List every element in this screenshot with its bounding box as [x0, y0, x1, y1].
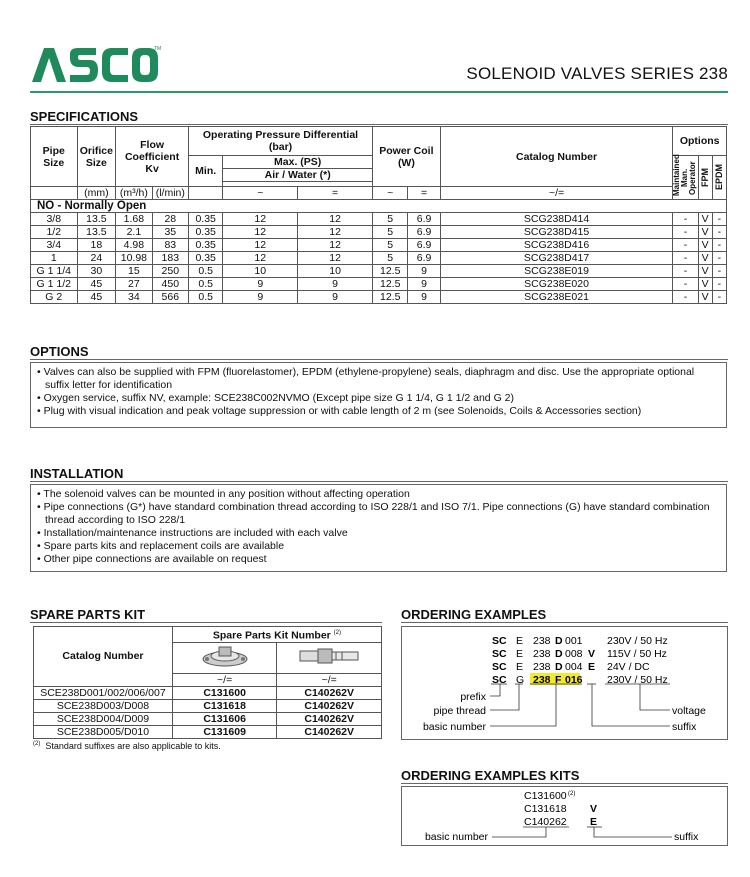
spec-cell: 0.35	[188, 252, 222, 265]
spec-cell: G 2	[31, 291, 78, 304]
spec-cell: -	[712, 226, 726, 239]
spec-cell: SCG238D415	[440, 226, 673, 239]
spec-cell: SCG238E021	[440, 291, 673, 304]
spec-cell: 0.35	[188, 239, 222, 252]
spec-row	[31, 226, 727, 239]
unit-cell	[31, 187, 78, 200]
spec-row	[31, 265, 727, 278]
spec-cell: -	[712, 213, 726, 226]
spare-cell: C140262V	[277, 712, 382, 725]
svg-text:TM: TM	[154, 46, 162, 52]
order-pipe-thread: E	[516, 635, 524, 647]
col-air-water: Air / Water (*)	[223, 169, 373, 182]
spec-cell: 10.98	[116, 252, 152, 265]
order-basic: 238	[533, 661, 551, 673]
spec-cell: 18	[77, 239, 116, 252]
order-basic: 238	[533, 635, 551, 647]
unit-mm: (mm)	[77, 187, 116, 200]
spare-row	[34, 686, 382, 699]
kit-number: C131618	[524, 803, 567, 815]
spec-cell: SCG238E020	[440, 278, 673, 291]
order-basic: 238	[533, 674, 551, 686]
order-suffix: E	[588, 661, 596, 673]
spec-cell: 34	[116, 291, 152, 304]
spare-acdc: ~/=	[172, 673, 276, 686]
spec-cell: -	[673, 291, 698, 304]
ordering-diagram	[402, 627, 727, 739]
unit-ac: ~	[223, 187, 298, 200]
installation-item: • Pipe connections (G*) have standard combination thread according to ISO 228/1 and ISO 7/1. Pipe connections (G) have standard combination thread according to ISO 228/1	[37, 501, 710, 526]
spare-parts-heading: SPARE PARTS KIT	[30, 607, 146, 622]
leader-line	[492, 827, 546, 837]
label-pipe-thread: pipe thread	[433, 705, 486, 717]
unit-ac: ~	[373, 187, 408, 200]
spec-cell: V	[698, 278, 712, 291]
spec-cell: 0.5	[188, 265, 222, 278]
spec-row	[31, 213, 727, 226]
spec-cell: 5	[373, 252, 408, 265]
spec-cell: 27	[116, 278, 152, 291]
specifications-heading: SPECIFICATIONS	[30, 109, 139, 124]
spec-row	[31, 252, 727, 265]
spec-cell: 1.68	[116, 213, 152, 226]
spec-cell: V	[698, 213, 712, 226]
spec-cell: 183	[152, 252, 188, 265]
section-rule	[30, 481, 728, 482]
section-rule	[30, 622, 382, 623]
order-letter: D	[555, 635, 563, 647]
leader-line	[490, 684, 519, 710]
leader-line	[592, 684, 670, 726]
opt-epdm-header: EPDM	[712, 156, 726, 200]
order-letter: D	[555, 661, 563, 673]
spare-footnote: $^{(2)}$ Standard suffixes are also applicable to kits.	[33, 741, 221, 751]
spec-cell: SCG238D414	[440, 213, 673, 226]
spec-cell: 5	[373, 239, 408, 252]
spec-cell: 0.35	[188, 213, 222, 226]
asco-logo	[30, 44, 160, 84]
order-voltage: 115V / 50 Hz	[607, 648, 667, 660]
col-orifice-size: Orifice Size	[77, 127, 116, 187]
spec-cell: SCG238D417	[440, 252, 673, 265]
kits-heading: ORDERING EXAMPLES KITS	[401, 768, 580, 783]
unit-cell	[188, 187, 222, 200]
spec-cell: 28	[152, 213, 188, 226]
kits-box	[401, 786, 728, 846]
leader-line	[594, 827, 672, 837]
order-pipe-thread: E	[516, 661, 524, 673]
installation-item: • Spare parts kits and replacement coils are available	[37, 540, 285, 552]
kit-image-cell	[172, 642, 276, 673]
label-basic-number: basic number	[422, 721, 486, 733]
order-pipe-thread: G	[516, 674, 525, 686]
spec-cell: -	[712, 265, 726, 278]
spec-cell: V	[698, 239, 712, 252]
options-heading: OPTIONS	[30, 344, 89, 359]
spec-cell: V	[698, 265, 712, 278]
unit-dc: =	[408, 187, 440, 200]
kit-number: C140262	[524, 816, 567, 828]
installation-item: • Installation/maintenance instructions are included with each valve	[37, 527, 348, 539]
specifications-table	[30, 126, 727, 304]
options-item: • Oxygen service, suffix NV, example: SCE238C002NVMO (Except pipe size G 1 1/4, G 1 1/2 and G 2)	[37, 392, 514, 404]
order-voltage: 230V / 50 Hz	[607, 674, 668, 686]
spec-cell: 3/4	[31, 239, 78, 252]
spec-cell: -	[712, 291, 726, 304]
order-number: 001	[565, 635, 583, 647]
spare-parts-table	[33, 626, 382, 739]
order-prefix: SC	[492, 674, 507, 686]
spec-cell: 6.9	[408, 239, 440, 252]
label-suffix: suffix	[672, 721, 697, 733]
section-rule	[30, 359, 728, 360]
spec-cell: 15	[116, 265, 152, 278]
spec-row	[31, 291, 727, 304]
spec-cell: 13.5	[77, 226, 116, 239]
spec-cell: 2.1	[116, 226, 152, 239]
spec-cell: 5	[373, 226, 408, 239]
spare-cell: C140262V	[277, 686, 382, 699]
spec-cell: 30	[77, 265, 116, 278]
kit-image-cell	[277, 642, 382, 673]
spec-cell: -	[712, 252, 726, 265]
spare-cell: SCE238D001/002/006/007	[34, 686, 173, 699]
col-flow-coefficient: Flow Coefficient Kv	[116, 127, 189, 187]
col-min: Min.	[188, 156, 222, 187]
col-power-coil: Power Coil (W)	[373, 127, 441, 187]
core-tube-kit-image	[296, 645, 362, 667]
spec-cell: 12	[223, 213, 298, 226]
installation-box	[30, 484, 727, 572]
spec-cell: V	[698, 226, 712, 239]
spec-cell: 83	[152, 239, 188, 252]
order-number: 004	[565, 661, 583, 673]
section-rule	[30, 124, 728, 125]
label-basic-number: basic number	[424, 831, 488, 843]
installation-item: • Other pipe connections are available on request	[37, 553, 267, 565]
spec-cell: 0.35	[188, 226, 222, 239]
diaphragm-kit-image	[197, 643, 253, 669]
unit-m3h: (m³/h)	[116, 187, 152, 200]
label-suffix: suffix	[674, 831, 699, 843]
spec-cell: 12	[298, 239, 373, 252]
spec-cell: 1/2	[31, 226, 78, 239]
spec-cell: 450	[152, 278, 188, 291]
spec-cell: V	[698, 252, 712, 265]
order-prefix: SC	[492, 648, 507, 660]
spare-row	[34, 699, 382, 712]
group-label: NO - Normally Open	[31, 200, 727, 213]
leader-line	[640, 684, 670, 710]
spec-cell: 24	[77, 252, 116, 265]
spec-cell: 1	[31, 252, 78, 265]
spare-col-kit: Spare Parts Kit Number $^{(2)}$	[172, 627, 381, 643]
spec-cell: 35	[152, 226, 188, 239]
spec-cell: V	[698, 291, 712, 304]
spec-cell: -	[673, 252, 698, 265]
spec-cell: -	[673, 213, 698, 226]
spare-cell: C140262V	[277, 725, 382, 738]
spec-cell: 12	[298, 213, 373, 226]
spec-cell: 10	[298, 265, 373, 278]
spec-cell: 10	[223, 265, 298, 278]
order-prefix: SC	[492, 635, 507, 647]
spec-cell: 12	[223, 226, 298, 239]
kit-superscript: (2)	[568, 791, 576, 797]
order-letter: D	[555, 648, 563, 660]
spec-cell: 9	[298, 278, 373, 291]
section-rule	[401, 622, 728, 623]
spec-cell: 6.9	[408, 226, 440, 239]
spec-cell: 45	[77, 278, 116, 291]
spec-cell: 6.9	[408, 252, 440, 265]
opt-maintained-header: Maintained Man. Operator	[673, 156, 698, 200]
spare-row	[34, 712, 382, 725]
options-box	[30, 362, 727, 428]
spec-cell: 9	[298, 291, 373, 304]
spec-cell: 0.5	[188, 291, 222, 304]
spec-cell: 12	[223, 252, 298, 265]
options-item: • Valves can also be supplied with FPM (fluorelastomer), EPDM (ethylene-propylene) seals, diaphragm and disc. Use the appropriate optional suffix letter for identification	[37, 366, 695, 391]
spec-cell: 9	[223, 291, 298, 304]
spec-cell: 12	[298, 252, 373, 265]
spare-cell: SCE238D005/D010	[34, 725, 173, 738]
spec-cell: 13.5	[77, 213, 116, 226]
spec-cell: -	[673, 278, 698, 291]
spec-cell: 9	[408, 291, 440, 304]
header-divider	[30, 91, 728, 93]
kit-suffix: V	[590, 803, 598, 815]
spec-cell: G 1 1/2	[31, 278, 78, 291]
series-title: SOLENOID VALVES SERIES 238	[466, 64, 728, 83]
spare-col-catalog: Catalog Number	[34, 627, 173, 687]
spec-cell: 566	[152, 291, 188, 304]
ordering-box	[401, 626, 728, 740]
opt-fpm-header: FPM	[698, 156, 712, 200]
spec-cell: -	[673, 239, 698, 252]
kits-diagram	[402, 787, 727, 845]
spare-row	[34, 725, 382, 738]
spare-cell: SCE238D003/D008	[34, 699, 173, 712]
kit-number: C131600	[524, 790, 567, 802]
spec-cell: 6.9	[408, 213, 440, 226]
spec-cell: 45	[77, 291, 116, 304]
spec-cell: 0.5	[188, 278, 222, 291]
order-voltage: 230V / 50 Hz	[607, 635, 668, 647]
spec-row	[31, 239, 727, 252]
spare-cell: C140262V	[277, 699, 382, 712]
spare-cell: SCE238D004/D009	[34, 712, 173, 725]
section-rule	[401, 783, 728, 784]
spec-cell: 9	[223, 278, 298, 291]
installation-heading: INSTALLATION	[30, 466, 124, 481]
spec-cell: 9	[408, 265, 440, 278]
spec-cell: -	[673, 265, 698, 278]
col-operating-pressure: Operating Pressure Differential (bar)	[188, 127, 372, 156]
label-voltage: voltage	[672, 705, 706, 717]
order-number: 008	[565, 648, 583, 660]
spec-cell: 12.5	[373, 291, 408, 304]
ordering-heading: ORDERING EXAMPLES	[401, 607, 547, 622]
order-suffix: V	[588, 648, 596, 660]
col-pipe-size: Pipe Size	[31, 127, 78, 187]
unit-lmin: (l/min)	[152, 187, 188, 200]
col-max-ps: Max. (PS)	[223, 156, 373, 169]
kit-suffix: E	[590, 816, 598, 828]
spare-cell: C131600	[172, 686, 276, 699]
label-prefix: prefix	[460, 691, 486, 703]
order-letter: F	[555, 674, 562, 686]
spec-cell: SCG238E019	[440, 265, 673, 278]
spec-cell: -	[673, 226, 698, 239]
spec-cell: -	[712, 278, 726, 291]
order-voltage: 24V / DC	[607, 661, 650, 673]
spec-row	[31, 278, 727, 291]
spare-cell: C131618	[172, 699, 276, 712]
options-item: • Plug with visual indication and peak voltage suppression or with cable length of 2 m (see Solenoids, Coils & Accessories section)	[37, 405, 642, 417]
order-pipe-thread: E	[516, 648, 524, 660]
order-prefix: SC	[492, 661, 507, 673]
spec-cell: 12	[223, 239, 298, 252]
spec-cell: 12	[298, 226, 373, 239]
spec-cell: -	[712, 239, 726, 252]
unit-acdc: ~/=	[440, 187, 673, 200]
spec-cell: SCG238D416	[440, 239, 673, 252]
spec-cell: 5	[373, 213, 408, 226]
spec-cell: 4.98	[116, 239, 152, 252]
order-number: 016	[565, 674, 583, 686]
spec-cell: 9	[408, 278, 440, 291]
unit-dc: =	[298, 187, 373, 200]
spare-cell: C131609	[172, 725, 276, 738]
spec-cell: 3/8	[31, 213, 78, 226]
spec-cell: 12.5	[373, 278, 408, 291]
spec-cell: 12.5	[373, 265, 408, 278]
spec-cell: 250	[152, 265, 188, 278]
spare-cell: C131606	[172, 712, 276, 725]
order-basic: 238	[533, 648, 551, 660]
col-options: Options	[673, 127, 727, 156]
installation-item: • The solenoid valves can be mounted in any position without affecting operation	[37, 488, 410, 500]
spare-acdc: ~/=	[277, 673, 382, 686]
spec-cell: G 1 1/4	[31, 265, 78, 278]
col-catalog-number: Catalog Number	[440, 127, 673, 187]
